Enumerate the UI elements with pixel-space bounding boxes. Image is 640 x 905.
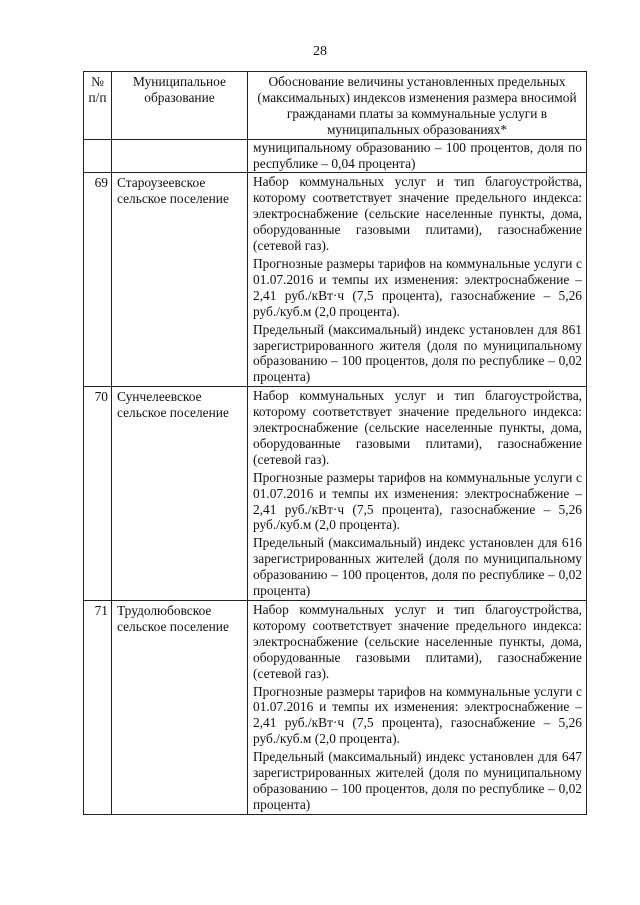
row-municipality: Сунчелеевское сельское поселение: [112, 387, 248, 601]
tariffs-paragraph: Прогнозные размеры тарифов на коммунальные услуги с 01.07.2016 и темпы их изменения: электроснабжение – 2,41 руб./кВт·ч (7,5 процента), газоснабжение – 5,26 руб./куб.м (2,0 процента).: [253, 683, 582, 747]
row-number-cell: [84, 139, 112, 173]
index-paragraph: Предельный (максимальный) индекс установлен для 861 зарегистрированного жителя (доля по муниципальному образованию – 100 процентов, доля по республике – 0,02 процента): [253, 321, 582, 385]
row-municipality: Староузеевское сельское поселение: [112, 173, 248, 387]
services-paragraph: Набор коммунальных услуг и тип благоустройства, которому соответствует значение предельного индекса: электроснабжение (сельские населенные пункты, дома, оборудованные газовыми плитами), газоснабжение (сетевой газ).: [253, 388, 582, 467]
row-number: 71: [84, 601, 112, 815]
row-municipality: Трудолюбовское сельское поселение: [112, 601, 248, 815]
table-row: [84, 173, 587, 387]
header-municipality: Муниципальное образование: [112, 72, 248, 140]
index-paragraph: Предельный (максимальный) индекс установлен для 616 зарегистрированных жителей (доля по муниципальному образованию – 100 процентов, доля по республике – 0,02 процента): [253, 535, 582, 599]
tariff-index-table: [83, 71, 587, 815]
page-number: 28: [313, 44, 327, 59]
index-paragraph: Предельный (максимальный) индекс установлен для 647 зарегистрированных жителей (доля по муниципальному образованию – 100 процентов, доля по республике – 0,02 процента): [253, 749, 582, 812]
row-number: 70: [84, 387, 112, 601]
table-row: [84, 601, 587, 815]
table-header-row: [84, 72, 587, 140]
tariffs-paragraph: Прогнозные размеры тарифов на коммунальные услуги с 01.07.2016 и темпы их изменения: электроснабжение – 2,41 руб./кВт·ч (7,5 процента), газоснабжение – 5,26 руб./куб.м (2,0 процента).: [253, 469, 582, 533]
table-row: [84, 387, 587, 601]
row-justification: [248, 601, 587, 815]
tariffs-paragraph: Прогнозные размеры тарифов на коммунальные услуги с 01.07.2016 и темпы их изменения: электроснабжение – 2,41 руб./кВт·ч (7,5 процента), газоснабжение – 5,26 руб./куб.м (2,0 процента).: [253, 255, 582, 319]
continuation-text: муниципальному образованию – 100 процентов, доля по республике – 0,04 процента): [253, 139, 582, 171]
services-paragraph: Набор коммунальных услуг и тип благоустройства, которому соответствует значение предельного индекса: электроснабжение (сельские населенные пункты, дома, оборудованные газовыми плитами), газоснабжение (сетевой газ).: [253, 602, 582, 681]
row-municipality-cell: [112, 139, 248, 173]
header-justification: Обоснование величины установленных предельных (максимальных) индексов изменения размера вносимой гражданами платы за коммунальные услуги в муниципальных образованиях*: [248, 72, 587, 140]
row-number: 69: [84, 173, 112, 387]
row-justification: [248, 387, 587, 601]
row-justification-cell: [248, 139, 587, 173]
row-justification: [248, 173, 587, 387]
header-number: № п/п: [84, 72, 112, 140]
table-row-continuation: [84, 139, 587, 173]
services-paragraph: Набор коммунальных услуг и тип благоустройства, которому соответствует значение предельного индекса: электроснабжение (сельские населенные пункты, дома, оборудованные газовыми плитами), газоснабжение (сетевой газ).: [253, 174, 582, 254]
